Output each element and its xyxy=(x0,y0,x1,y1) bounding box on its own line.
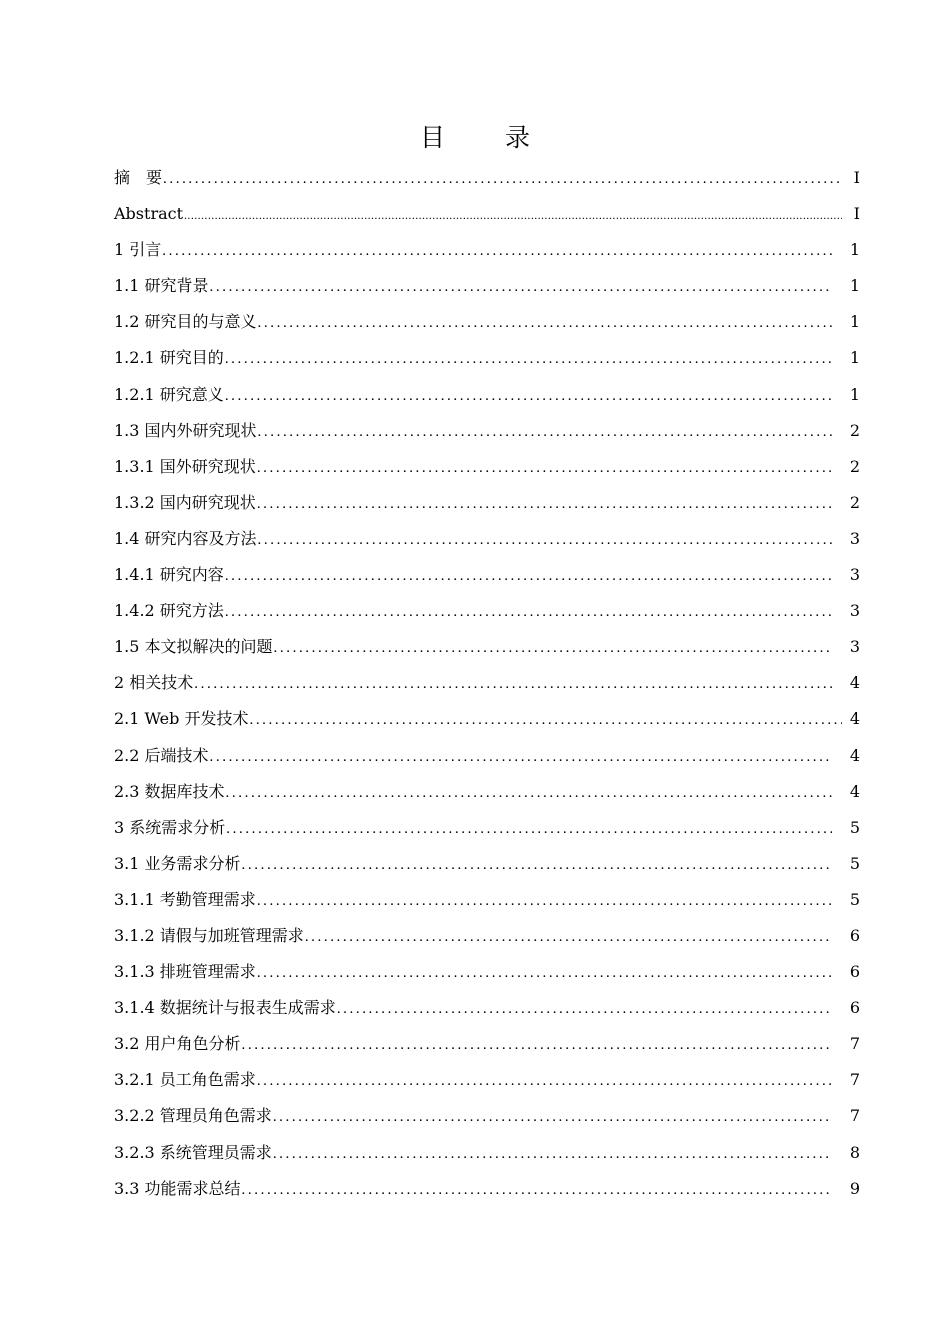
toc-entry-label: 3.1.3 排班管理需求 xyxy=(114,962,256,982)
toc-entry[interactable] xyxy=(114,485,860,521)
toc-entry-label: 1.2.1 研究目的 xyxy=(114,348,224,368)
toc-entry-page: 4 xyxy=(849,745,860,765)
toc-entry[interactable] xyxy=(114,413,860,449)
toc-entry-label: Abstract xyxy=(114,204,184,224)
toc-entry-page: 6 xyxy=(849,998,860,1018)
toc-leader-dots xyxy=(256,450,832,486)
toc-entry-label: 1.3.1 国外研究现状 xyxy=(114,456,256,476)
toc-entry-page: 5 xyxy=(849,853,860,873)
toc-entry-page: 6 xyxy=(849,925,860,945)
toc-entry[interactable] xyxy=(114,882,860,918)
toc-entry-label: 2.1 Web 开发技术 xyxy=(114,709,249,729)
toc-entry-label: 3.1 业务需求分析 xyxy=(114,853,241,873)
toc-entry-label: 1 引言 xyxy=(114,240,162,260)
toc-entry-page: 3 xyxy=(849,528,860,548)
toc-leader-dots xyxy=(241,847,832,883)
toc-leader-dots xyxy=(272,1099,832,1135)
toc-leader-dots xyxy=(257,305,832,341)
toc-entry-page: I xyxy=(853,168,860,187)
toc-entry-page: 1 xyxy=(849,384,860,404)
toc-entry-page: 3 xyxy=(849,565,860,585)
toc-leader-dots xyxy=(256,883,832,919)
toc-entry[interactable] xyxy=(114,990,860,1026)
toc-entry[interactable] xyxy=(114,738,860,774)
toc-entry-label: 1.1 研究背景 xyxy=(114,276,209,296)
toc-leader-dots xyxy=(225,811,832,847)
toc-entry-label: 3.1.4 数据统计与报表生成需求 xyxy=(114,998,336,1018)
toc-entry-page: 6 xyxy=(849,962,860,982)
toc-entry-label: 1.4.2 研究方法 xyxy=(114,601,224,621)
toc-entry[interactable] xyxy=(114,557,860,593)
toc-entry-page: 2 xyxy=(849,492,860,512)
toc-leader-dots xyxy=(241,1027,832,1063)
toc-entry[interactable] xyxy=(114,701,860,737)
toc-entry[interactable] xyxy=(114,665,860,701)
toc-entry[interactable] xyxy=(114,268,860,304)
toc-entry-page: 3 xyxy=(849,637,860,657)
toc-leader-dots xyxy=(224,594,832,630)
toc-entry-page: 5 xyxy=(849,817,860,837)
toc-leader-dots xyxy=(257,414,832,450)
toc-leader-dots xyxy=(273,630,832,666)
toc-leader-dots xyxy=(224,558,832,594)
toc-entry[interactable] xyxy=(114,1062,860,1098)
toc-title: 目 录 xyxy=(420,123,556,152)
toc-entry[interactable] xyxy=(114,232,860,268)
toc-entry[interactable] xyxy=(114,1171,860,1207)
toc-leader-dots xyxy=(225,775,832,811)
toc-entry-page: 2 xyxy=(849,456,860,476)
toc-entry-label: 3.2.2 管理员角色需求 xyxy=(114,1106,272,1126)
toc-entry-label: 1.2 研究目的与意义 xyxy=(114,312,257,332)
toc-entry[interactable] xyxy=(114,593,860,629)
toc-entry-label: 1.3 国内外研究现状 xyxy=(114,420,257,440)
toc-entry-label: 1.5 本文拟解决的问题 xyxy=(114,637,273,657)
toc-entry-label: 摘 要 xyxy=(114,168,163,187)
toc-entry-label: 3.2 用户角色分析 xyxy=(114,1034,241,1054)
toc-leader-dots xyxy=(257,522,832,558)
toc-entry-page: 1 xyxy=(849,312,860,332)
toc-leader-dots xyxy=(304,919,832,955)
toc-leader-dots xyxy=(224,341,832,377)
toc-leader-dots xyxy=(183,197,842,233)
table-of-contents xyxy=(114,160,860,1207)
toc-entry-page: 7 xyxy=(849,1106,860,1126)
toc-entry-label: 1.4 研究内容及方法 xyxy=(114,528,257,548)
toc-entry-label: 3.1.1 考勤管理需求 xyxy=(114,889,256,909)
toc-entry[interactable] xyxy=(114,1026,860,1062)
toc-entry-page: 4 xyxy=(849,673,860,693)
toc-leader-dots xyxy=(256,955,832,991)
toc-entry-page: 1 xyxy=(849,348,860,368)
toc-entry-page: 9 xyxy=(849,1178,860,1198)
toc-entry[interactable] xyxy=(114,449,860,485)
toc-entry-label: 2.2 后端技术 xyxy=(114,745,209,765)
toc-entry-label: 1.2.1 研究意义 xyxy=(114,384,224,404)
toc-entry-page: I xyxy=(853,204,860,224)
toc-leader-dots xyxy=(224,378,832,414)
toc-entry[interactable] xyxy=(114,340,860,376)
toc-leader-dots xyxy=(256,486,832,522)
toc-leader-dots xyxy=(193,666,832,702)
toc-entry[interactable] xyxy=(114,1098,860,1134)
toc-leader-dots xyxy=(209,739,832,775)
toc-leader-dots xyxy=(248,702,842,738)
toc-entry-label: 3.2.3 系统管理员需求 xyxy=(114,1142,272,1162)
toc-entry[interactable] xyxy=(114,1135,860,1171)
toc-entry-label: 3.2.1 员工角色需求 xyxy=(114,1070,256,1090)
toc-entry-label: 3.1.2 请假与加班管理需求 xyxy=(114,925,304,945)
toc-leader-dots xyxy=(272,1136,832,1172)
toc-entry[interactable] xyxy=(114,629,860,665)
toc-entry-page: 2 xyxy=(849,420,860,440)
toc-entry[interactable] xyxy=(114,774,860,810)
toc-entry-page: 4 xyxy=(849,781,860,801)
toc-entry-page: 5 xyxy=(849,889,860,909)
toc-entry-label: 2.3 数据库技术 xyxy=(114,781,225,801)
toc-entry-page: 7 xyxy=(849,1070,860,1090)
toc-entry-page: 8 xyxy=(849,1142,860,1162)
toc-entry[interactable] xyxy=(114,918,860,954)
toc-entry-abstract-cn[interactable] xyxy=(114,160,860,196)
toc-leader-dots xyxy=(336,991,832,1027)
toc-entry-label: 3 系统需求分析 xyxy=(114,817,226,837)
toc-leader-dots xyxy=(256,1063,832,1099)
toc-leader-dots xyxy=(209,269,832,305)
toc-entry[interactable] xyxy=(114,377,860,413)
toc-entry-abstract-en[interactable] xyxy=(114,196,860,232)
toc-leader-dots xyxy=(161,233,832,269)
toc-entry-page: 4 xyxy=(849,709,860,729)
toc-entry[interactable] xyxy=(114,521,860,557)
toc-entry-page: 1 xyxy=(849,276,860,296)
toc-entry-label: 1.4.1 研究内容 xyxy=(114,565,224,585)
toc-entry-page: 7 xyxy=(849,1034,860,1054)
toc-entry-label: 1.3.2 国内研究现状 xyxy=(114,492,256,512)
toc-leader-dots xyxy=(162,161,842,197)
toc-entry[interactable] xyxy=(114,810,860,846)
toc-entry-label: 3.3 功能需求总结 xyxy=(114,1178,241,1198)
toc-entry-page: 3 xyxy=(849,601,860,621)
toc-entry[interactable] xyxy=(114,304,860,340)
toc-entry[interactable] xyxy=(114,846,860,882)
toc-entry-page: 1 xyxy=(849,240,860,260)
toc-entry[interactable] xyxy=(114,954,860,990)
toc-entry-label: 2 相关技术 xyxy=(114,673,194,693)
toc-leader-dots xyxy=(241,1172,832,1208)
